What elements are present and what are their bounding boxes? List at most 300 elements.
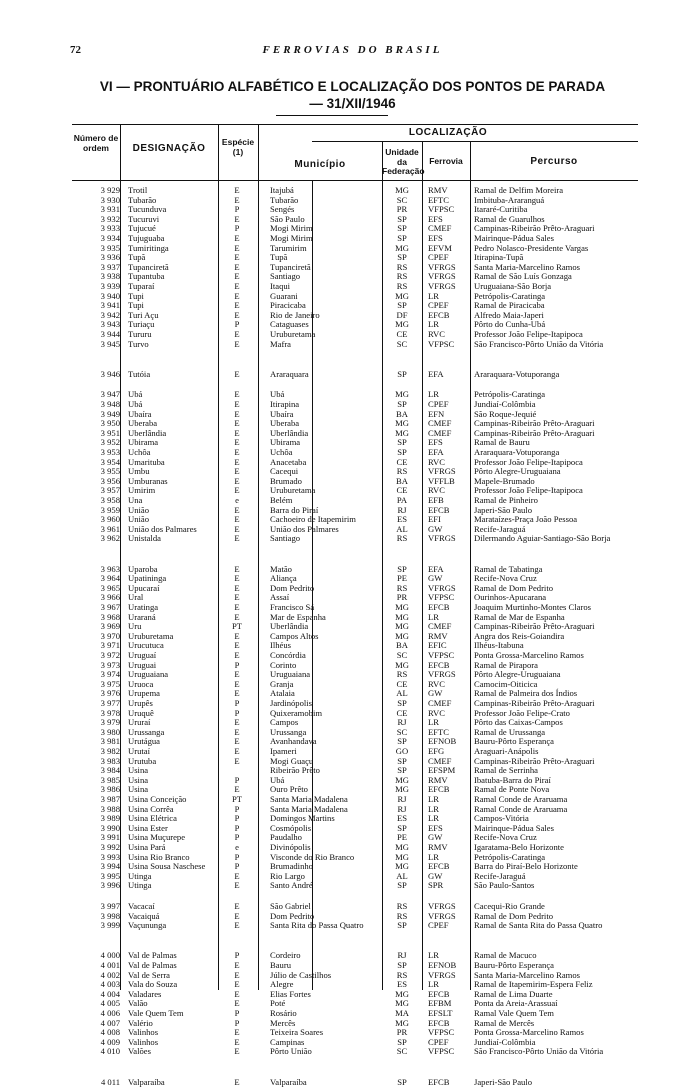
row-route: Campinas-Ribeirão Prêto-Araguari	[474, 621, 595, 632]
row-designation: Val de Palmas	[128, 960, 177, 970]
row-state: SP	[397, 437, 407, 448]
row-number: 4 010	[100, 1046, 120, 1057]
row-railway: RVC	[428, 678, 445, 689]
row-municipality: São Gabriel	[270, 901, 311, 911]
row-state: MA	[395, 1008, 409, 1018]
row-railway: EFCB	[428, 309, 450, 320]
row-state: ES	[396, 514, 408, 525]
row-number: 3 983	[100, 755, 120, 766]
row-railway: EFVM	[428, 242, 452, 253]
row-route: Ramal de Itapemirim-Espera Feliz	[474, 979, 593, 990]
row-species: E	[234, 485, 240, 496]
row-designation: Ural	[128, 592, 144, 603]
row-number: 3 930	[100, 194, 120, 205]
row-railway: EFS	[428, 822, 443, 833]
row-municipality: Quixeramobim	[270, 707, 323, 718]
row-designation: Valão	[128, 998, 148, 1009]
row-state: SP	[397, 447, 407, 457]
row-municipality: Cachoeiro de Itapemirim	[270, 514, 356, 525]
row-state: MG	[395, 774, 409, 785]
row-number: 3 975	[100, 678, 120, 689]
row-designation: Uruquê	[128, 707, 154, 718]
row-state: MG	[395, 630, 409, 641]
row-railway: EFS	[428, 437, 443, 448]
row-designation: Tupanciretã	[128, 261, 169, 272]
row-species: E	[234, 533, 240, 544]
table-top-rule	[72, 124, 638, 125]
row-state: PE	[396, 832, 408, 843]
row-municipality: Matão	[270, 563, 292, 574]
row-state: MG	[395, 611, 409, 622]
row-state: CE	[396, 678, 408, 689]
page-title	[70, 78, 635, 112]
row-number: 3 993	[100, 851, 120, 862]
row-municipality: Ubá	[270, 774, 285, 785]
row-municipality: Atalaia	[270, 688, 295, 699]
row-species: P	[234, 223, 240, 234]
row-state: MG	[395, 621, 409, 632]
row-municipality: Tupanciretã	[270, 261, 311, 272]
row-municipality: Dom Pedrito	[270, 910, 315, 921]
row-state: BA	[396, 475, 408, 486]
row-route: Pôrto do Cunha-Ubá	[474, 319, 546, 330]
row-municipality: Brumado	[270, 475, 302, 486]
row-species: E	[234, 746, 240, 756]
row-number: 3 936	[100, 252, 120, 263]
row-route: Ramal de Urussanga	[474, 726, 546, 737]
row-number: 3 987	[100, 794, 120, 804]
row-state: RJ	[397, 717, 407, 728]
row-state: CE	[396, 329, 408, 339]
row-number: 3 946	[100, 368, 120, 379]
row-route: Ramal de Pirapora	[474, 659, 538, 670]
row-number: 3 968	[100, 611, 120, 622]
row-railway: VFPSC	[428, 204, 455, 215]
row-species: E	[234, 466, 240, 477]
row-route: Ramal de Delfim Moreira	[474, 185, 564, 195]
row-state: BA	[396, 640, 408, 651]
row-designation: Tuparaí	[128, 281, 155, 291]
row-railway: SPR	[428, 880, 444, 891]
row-state: MG	[395, 389, 409, 400]
row-municipality: Alegre	[270, 979, 294, 990]
row-railway: EFG	[428, 746, 445, 756]
row-railway: EFNOB	[428, 736, 457, 747]
row-number: 3 976	[100, 688, 120, 699]
row-state: RJ	[397, 950, 407, 961]
row-designation: Usina Muçurepe	[128, 832, 186, 843]
row-state: SP	[397, 880, 407, 891]
row-designation: Ubaíra	[128, 408, 152, 419]
row-railway: VFRGS	[428, 582, 456, 593]
row-railway: EFCB	[428, 659, 450, 670]
row-species: E	[234, 630, 240, 641]
row-state: SC	[396, 338, 408, 349]
row-species: E	[234, 784, 240, 795]
row-state: SP	[397, 563, 407, 574]
row-state: AL	[396, 523, 408, 534]
row-species: E	[234, 408, 240, 419]
row-railway: LR	[428, 851, 439, 862]
row-railway: EFCB	[428, 861, 450, 872]
row-number: 4 009	[100, 1036, 120, 1047]
row-railway: CPEF	[428, 399, 449, 409]
row-species: E	[234, 252, 240, 263]
row-state: MG	[395, 185, 409, 195]
row-number: 4 007	[100, 1017, 120, 1028]
header-percurso: Percurso	[530, 156, 578, 167]
row-municipality: Elias Fortes	[270, 988, 311, 999]
row-designation: Usina	[128, 784, 149, 795]
row-state: ES	[396, 979, 408, 990]
row-number: 3 937	[100, 261, 120, 272]
row-number: 3 991	[100, 832, 120, 843]
row-route: Barra do Piraí-Belo Horizonte	[474, 861, 578, 872]
row-municipality: Cataguases	[270, 319, 309, 330]
col-divider	[258, 124, 259, 990]
row-species: E	[234, 726, 240, 737]
row-railway: EFCB	[428, 1076, 450, 1087]
row-designation: Val de Palmas	[128, 950, 177, 961]
row-number: 3 963	[100, 563, 120, 574]
row-municipality: Araraquara	[270, 368, 309, 379]
row-number: 3 958	[100, 495, 120, 505]
row-railway: EFNOB	[428, 960, 457, 970]
row-species: E	[234, 979, 240, 990]
header-bottom-rule	[72, 180, 638, 181]
row-species: E	[234, 688, 240, 699]
row-species: P	[234, 774, 240, 785]
row-number: 3 934	[100, 233, 120, 243]
row-municipality: Santiago	[270, 271, 301, 282]
row-route: Campinas-Ribeirão Prêto-Araguari	[474, 427, 595, 438]
row-railway: EFS	[428, 213, 443, 224]
row-state: SC	[396, 650, 408, 660]
row-railway: EFTC	[428, 194, 450, 205]
row-number: 3 984	[100, 765, 120, 776]
row-species: E	[234, 437, 240, 448]
row-route: Professor João Felipe-Crato	[474, 707, 570, 718]
row-number: 3 945	[100, 338, 120, 349]
row-species: E	[234, 920, 240, 931]
row-municipality: Valparaíba	[270, 1076, 307, 1087]
row-number: 3 964	[100, 573, 120, 584]
row-state: BA	[396, 408, 408, 419]
row-number: 3 952	[100, 437, 120, 448]
row-municipality: Santa Rita do Passa Quatro	[270, 920, 364, 931]
row-railway: VFRGS	[428, 901, 456, 911]
row-railway: VFRGS	[428, 261, 456, 272]
row-number: 3 969	[100, 621, 120, 632]
row-number: 3 954	[100, 456, 120, 467]
row-state: SP	[397, 1036, 407, 1047]
row-municipality: Cosmópolis	[270, 822, 312, 833]
row-railway: CPEF	[428, 300, 449, 311]
row-species: E	[234, 650, 240, 660]
row-municipality: Rio Largo	[270, 870, 305, 881]
row-route: Professor João Felipe-Itapipoca	[474, 456, 583, 467]
row-species: P	[234, 861, 240, 872]
row-species: E	[234, 736, 240, 747]
row-designation: Uruburetama	[128, 630, 174, 641]
row-state: ES	[396, 813, 408, 824]
row-railway: EFB	[428, 495, 444, 505]
row-municipality: Campos Altos	[270, 630, 319, 641]
row-railway: LR	[428, 950, 439, 961]
row-state: DF	[396, 309, 408, 320]
row-route: Igaratama-Belo Horizonte	[474, 842, 564, 852]
row-number: 4 008	[100, 1027, 120, 1038]
row-state: SP	[397, 960, 407, 970]
row-route: Ramal de Mercês	[474, 1017, 535, 1028]
row-species: E	[234, 447, 240, 457]
row-designation: Vaçununga	[128, 920, 167, 931]
row-species: E	[234, 504, 240, 515]
row-number: 3 962	[100, 533, 120, 544]
row-municipality: Mar de Espanha	[270, 611, 326, 622]
row-municipality: Urussanga	[270, 726, 307, 737]
row-number: 3 979	[100, 717, 120, 728]
row-municipality: Barra do Piraí	[270, 504, 319, 515]
row-railway: CMEF	[428, 418, 452, 429]
row-number: 3 971	[100, 640, 120, 651]
row-species: E	[234, 233, 240, 243]
row-route: São Francisco-Pôrto União da Vitória	[474, 1046, 604, 1057]
row-railway: VFRGS	[428, 669, 456, 680]
row-designation: Usina Elétrica	[128, 813, 177, 824]
row-railway: LR	[428, 290, 439, 301]
row-state: AL	[396, 688, 408, 699]
row-designation: União	[128, 514, 150, 525]
row-species: P	[234, 659, 240, 670]
row-number: 3 932	[100, 213, 120, 224]
row-railway: EFN	[428, 408, 445, 419]
row-number: 3 950	[100, 418, 120, 429]
row-number: 3 935	[100, 242, 120, 253]
row-route: Ramal Conde de Araruama	[474, 803, 568, 814]
row-route: Ibatuba-Barra do Piraí	[474, 774, 551, 785]
row-designation: Umarituba	[128, 456, 165, 467]
row-railway: VFRGS	[428, 271, 456, 282]
row-species: P	[234, 698, 240, 708]
row-municipality: Tupã	[270, 252, 288, 263]
row-designation: Valério	[128, 1017, 153, 1028]
row-species: E	[234, 755, 240, 766]
row-number: 3 931	[100, 204, 120, 215]
row-route: Mapele-Brumado	[474, 475, 535, 486]
row-state: CE	[396, 456, 408, 467]
row-number: 3 948	[100, 399, 120, 409]
row-state: PR	[396, 204, 408, 215]
row-railway: LR	[428, 803, 439, 814]
row-species: E	[234, 194, 240, 205]
row-route: Campinas-Ribeirão Prêto-Araguari	[474, 698, 595, 708]
row-municipality: Santa Maria Madalena	[270, 803, 348, 814]
row-municipality: Mafra	[270, 338, 291, 349]
row-municipality: Tubarão	[270, 194, 299, 205]
row-state: MG	[395, 242, 409, 253]
row-municipality: Uruguaiana	[270, 669, 311, 680]
row-route: Campos-Vitória	[474, 813, 529, 824]
row-route: Jundiaí-Colômbia	[474, 1036, 536, 1047]
row-route: Itirapina-Tupã	[474, 252, 524, 263]
row-municipality: Aliança	[270, 573, 297, 584]
row-route: Mairinque-Pádua Sales	[474, 822, 554, 833]
row-number: 3 943	[100, 319, 120, 330]
row-species: E	[234, 1076, 240, 1087]
row-designation: Uberaba	[128, 418, 158, 429]
row-designation: União dos Palmares	[128, 523, 197, 534]
row-designation: Uruoca	[128, 678, 154, 689]
row-route: Bauru-Pôrto Esperança	[474, 960, 554, 970]
row-species: E	[234, 988, 240, 999]
row-railway: RMV	[428, 630, 448, 641]
row-species: E	[234, 300, 240, 311]
row-state: MG	[395, 998, 409, 1009]
row-species: E	[234, 368, 240, 379]
row-species: E	[234, 969, 240, 980]
row-route: Cacequi-Rio Grande	[474, 901, 545, 911]
row-state: CE	[396, 707, 408, 718]
row-route: Ilhéus-Itabuna	[474, 640, 524, 651]
row-number: 3 933	[100, 223, 120, 234]
row-species: PT	[231, 794, 243, 804]
row-route: Campinas-Ribeirão Prêto-Araguari	[474, 755, 595, 766]
row-species: E	[234, 717, 240, 728]
row-municipality: Corinto	[270, 659, 297, 670]
row-municipality: Jardinópolis	[270, 698, 313, 708]
row-route: Pôrto Alegre-Uruguaiana	[474, 669, 561, 680]
row-railway: RVC	[428, 485, 445, 496]
row-designation: Ubá	[128, 389, 143, 400]
row-designation: Ubirama	[128, 437, 159, 448]
row-railway: LR	[428, 389, 439, 400]
row-designation: Tujucué	[128, 223, 156, 234]
row-species: E	[234, 960, 240, 970]
row-route: Ramal de Dom Pedrito	[474, 910, 554, 921]
row-species: P	[234, 832, 240, 843]
row-designation: Vacaiquá	[128, 910, 160, 921]
row-species: E	[234, 910, 240, 921]
row-route: Ramal de Serrinha	[474, 765, 538, 776]
row-designation: Tucunduva	[128, 204, 167, 215]
row-municipality: Domingos Martins	[270, 813, 335, 824]
row-state: RS	[396, 901, 408, 911]
row-species: E	[234, 563, 240, 574]
row-number: 3 966	[100, 592, 120, 603]
row-municipality: Teixeira Soares	[270, 1027, 324, 1038]
row-route: Recife-Jaraguá	[474, 523, 526, 534]
row-designation: Valadares	[128, 988, 162, 999]
row-number: 3 965	[100, 582, 120, 593]
row-railway: EFA	[428, 563, 444, 574]
row-number: 3 985	[100, 774, 120, 785]
row-species: P	[234, 204, 240, 215]
row-municipality: Ubá	[270, 389, 285, 400]
running-title: FERROVIAS DO BRASIL	[262, 44, 443, 56]
row-route: Ramal Conde de Araruama	[474, 794, 568, 804]
row-route: Professor João Felipe-Itapipoca	[474, 329, 583, 339]
row-designation: Uratinga	[128, 602, 159, 612]
row-state: SP	[397, 698, 407, 708]
row-species: E	[234, 870, 240, 881]
row-state: PR	[396, 592, 408, 603]
row-route: Ramal de Guarulhos	[474, 213, 545, 224]
row-route: Ramal de Bauru	[474, 437, 530, 448]
row-species: P	[234, 707, 240, 718]
row-designation: Upatininga	[128, 573, 167, 584]
row-municipality: Divinópolis	[270, 842, 311, 852]
row-route: Santa Maria-Marcelino Ramos	[474, 261, 580, 272]
row-route: Campinas-Ribeirão Prêto-Araguari	[474, 418, 595, 429]
row-designation: Tumiritinga	[128, 242, 169, 253]
row-railway: CMEF	[428, 223, 452, 234]
row-designation: Valparaíba	[128, 1076, 165, 1087]
row-railway: EFSPM	[428, 765, 456, 776]
row-railway: CPEF	[428, 1036, 449, 1047]
row-species: E	[234, 338, 240, 349]
row-route: Ramal de Dom Pedrito	[474, 582, 554, 593]
row-municipality: Cacequi	[270, 466, 299, 477]
row-state: PA	[396, 495, 408, 505]
row-route: Alfredo Maia-Japeri	[474, 309, 544, 320]
row-species: E	[234, 523, 240, 534]
row-municipality: Visconde do Rio Branco	[270, 851, 355, 862]
row-municipality: Piracicaba	[270, 300, 306, 311]
row-state: MG	[395, 1017, 409, 1028]
row-route: Mairinque-Pádua Sales	[474, 233, 554, 243]
row-state: CE	[396, 485, 408, 496]
row-state: SP	[397, 822, 407, 833]
row-railway: LR	[428, 979, 439, 990]
row-municipality: Ribeirão Prêto	[270, 765, 320, 776]
row-municipality: Mogi Mirim	[270, 233, 313, 243]
row-railway: GW	[428, 832, 443, 843]
row-state: MG	[395, 418, 409, 429]
row-species: E	[234, 261, 240, 272]
row-municipality: Santa Maria Madalena	[270, 794, 348, 804]
row-route: Pôrto Alegre-Uruguaiana	[474, 466, 561, 477]
row-municipality: União dos Palmares	[270, 523, 339, 534]
row-designation: Urupema	[128, 688, 160, 699]
row-municipality: Assaí	[270, 592, 290, 603]
row-route: Recife-Nova Cruz	[474, 832, 537, 843]
row-route: Angra dos Reis-Goiandira	[474, 630, 565, 641]
row-state: SP	[397, 252, 407, 263]
row-number: 3 957	[100, 485, 120, 496]
title-line-2: — 31/XII/1946	[309, 96, 396, 111]
row-state: MG	[395, 602, 409, 612]
row-designation: Valinhos	[128, 1036, 159, 1047]
header-ferrovia: Ferrovia	[429, 156, 463, 166]
row-railway: EFSLT	[428, 1008, 453, 1018]
row-railway: EFTC	[428, 726, 450, 737]
row-municipality: Tarumirim	[270, 242, 307, 253]
row-designation: Usina Ester	[128, 822, 168, 833]
row-species: E	[234, 271, 240, 282]
row-state: SP	[397, 368, 407, 379]
col-divider	[470, 141, 471, 990]
row-route: Petrópolis-Caratinga	[474, 389, 546, 400]
row-route: Ponta Grossa-Marcelino Ramos	[474, 650, 584, 660]
row-municipality: Itaqui	[270, 281, 291, 291]
row-number: 3 953	[100, 447, 120, 457]
row-municipality: Francisco Sá	[270, 602, 315, 612]
row-railway: EFCB	[428, 602, 450, 612]
row-number: 3 951	[100, 427, 120, 438]
row-designation: Vale Quem Tem	[128, 1008, 184, 1018]
row-route: Santa Maria-Marcelino Ramos	[474, 969, 580, 980]
